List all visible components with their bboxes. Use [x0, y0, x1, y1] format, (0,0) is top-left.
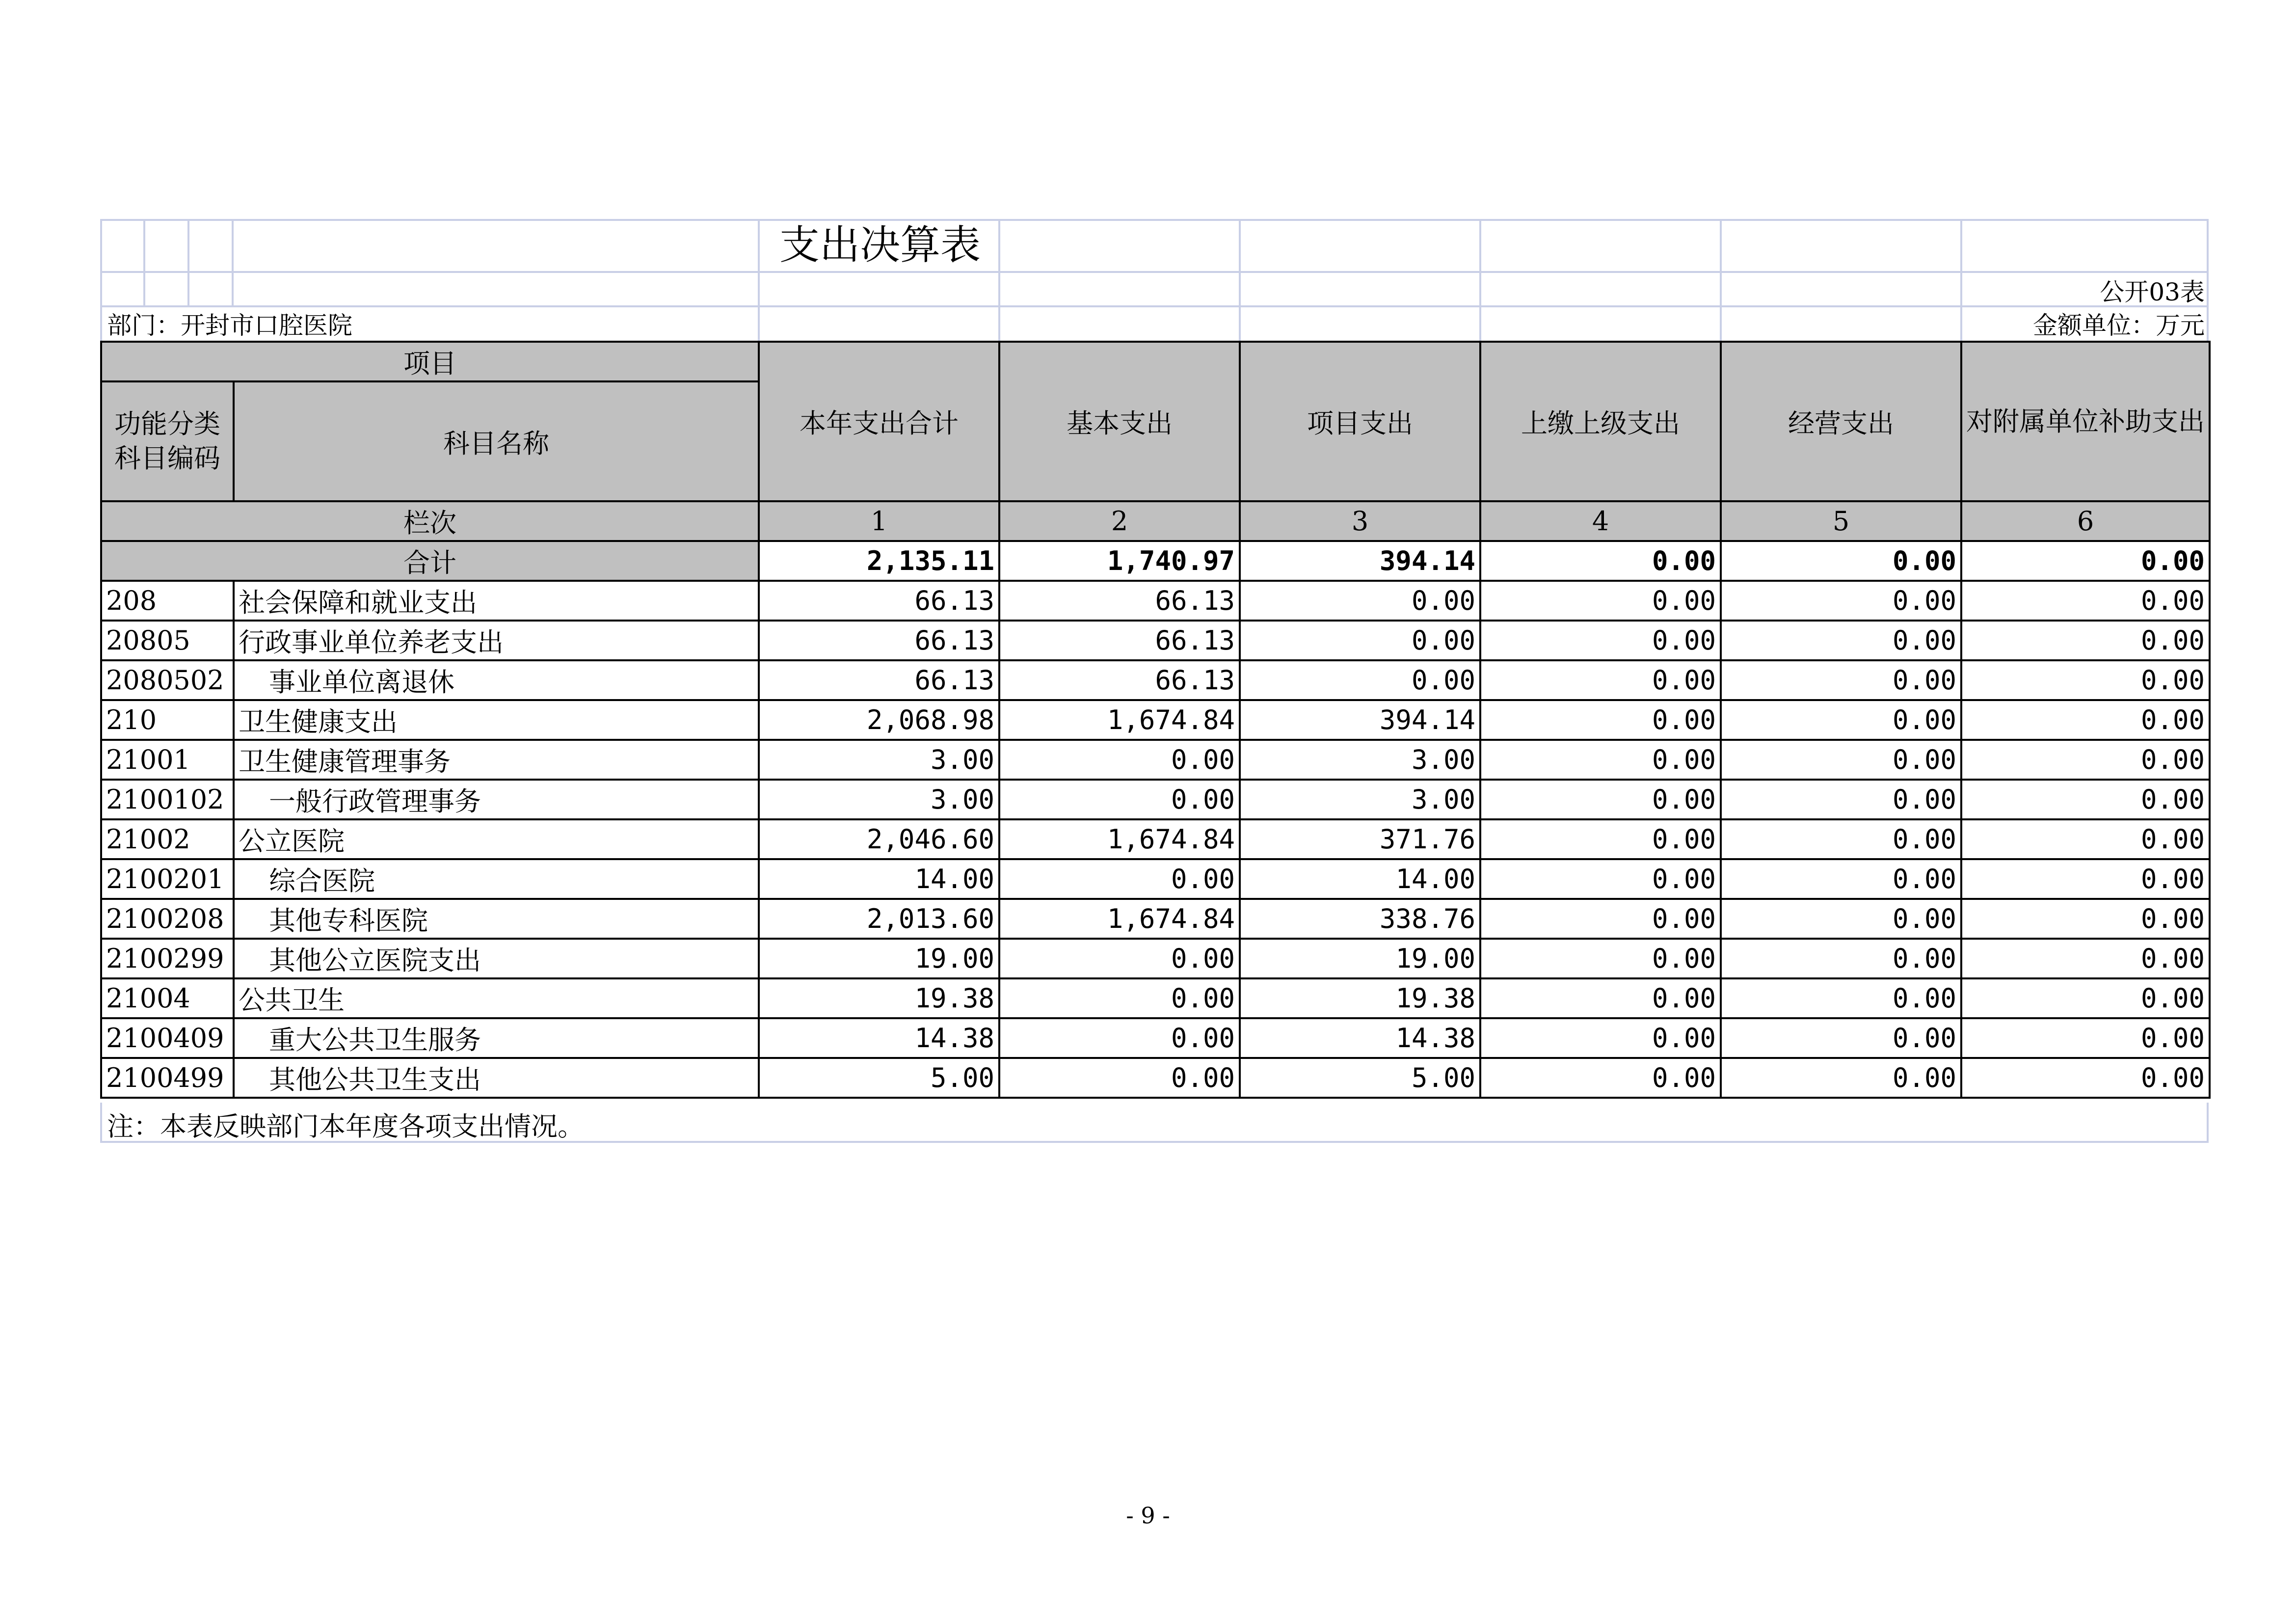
row-value: 0.00: [999, 939, 1240, 978]
row-value: 14.00: [759, 859, 999, 899]
row-value: 0.00: [1721, 859, 1961, 899]
row-code: 2100201: [101, 859, 234, 899]
row-name: 卫生健康管理事务: [234, 740, 759, 780]
row-value: 0.00: [1721, 700, 1961, 740]
table-row: [101, 859, 2210, 899]
gridline: [100, 305, 2209, 307]
expenditure-table: [100, 341, 2211, 1099]
header-col2: 基本支出: [999, 342, 1240, 501]
line-number: 1: [759, 501, 999, 541]
row-code: 21001: [101, 740, 234, 780]
row-value: 19.38: [1240, 978, 1480, 1018]
row-name: 行政事业单位养老支出: [234, 621, 759, 660]
row-value: 0.00: [1961, 1018, 2210, 1058]
row-code: 2100208: [101, 899, 234, 939]
row-value: 3.00: [1240, 780, 1480, 819]
row-value: 0.00: [1961, 780, 2210, 819]
row-value: 19.00: [1240, 939, 1480, 978]
header-item: 项目: [101, 342, 759, 381]
row-value: 0.00: [999, 780, 1240, 819]
row-value: 66.13: [759, 581, 999, 621]
row-code: 2100499: [101, 1058, 234, 1098]
gridline: [1239, 219, 1241, 341]
row-value: 0.00: [1480, 939, 1721, 978]
row-value: 2,046.60: [759, 819, 999, 859]
table-row: [101, 660, 2210, 700]
line-number: 5: [1721, 501, 1961, 541]
row-value: 0.00: [1480, 780, 1721, 819]
line-number: 6: [1961, 501, 2210, 541]
row-value: 0.00: [1961, 581, 2210, 621]
row-code: 210: [101, 700, 234, 740]
row-value: 0.00: [1721, 581, 1961, 621]
row-value: 0.00: [1480, 660, 1721, 700]
line-number: 3: [1240, 501, 1480, 541]
amount-unit-label: 金额单位：万元: [2033, 311, 2205, 340]
header-name: 科目名称: [234, 381, 759, 501]
row-value: 14.00: [1240, 859, 1480, 899]
row-code: 21002: [101, 819, 234, 859]
row-value: 0.00: [1961, 939, 2210, 978]
row-value: 3.00: [1240, 740, 1480, 780]
gridline: [100, 1103, 102, 1143]
row-value: 0.00: [1961, 1058, 2210, 1098]
table-row: [101, 700, 2210, 740]
row-value: 1,674.84: [999, 700, 1240, 740]
header-col4: 上缴上级支出: [1480, 342, 1721, 501]
row-value: 5.00: [759, 1058, 999, 1098]
row-name: 事业单位离退休: [234, 660, 759, 700]
row-value: 1,674.84: [999, 899, 1240, 939]
table-row: [101, 1058, 2210, 1098]
row-value: 0.00: [1240, 581, 1480, 621]
header-col3: 项目支出: [1240, 342, 1480, 501]
row-code: 2080502: [101, 660, 234, 700]
row-value: 0.00: [1240, 660, 1480, 700]
row-code: 21004: [101, 978, 234, 1018]
row-value: 19.00: [759, 939, 999, 978]
row-name: 公立医院: [234, 819, 759, 859]
row-value: 66.13: [999, 621, 1240, 660]
row-value: 3.00: [759, 740, 999, 780]
gridline: [1960, 219, 1962, 341]
row-value: 0.00: [1961, 700, 2210, 740]
page-number: - 9 -: [1126, 1502, 1170, 1529]
row-value: 0.00: [1480, 859, 1721, 899]
total-value: 394.14: [1240, 541, 1480, 581]
table-row: [101, 740, 2210, 780]
row-value: 0.00: [1480, 621, 1721, 660]
row-code: 208: [101, 581, 234, 621]
row-code: 2100102: [101, 780, 234, 819]
row-value: 66.13: [759, 621, 999, 660]
table-title: 支出决算表: [779, 222, 981, 269]
row-value: 3.00: [759, 780, 999, 819]
table-row: [101, 819, 2210, 859]
gridline: [1720, 219, 1722, 341]
row-value: 394.14: [1240, 700, 1480, 740]
row-value: 0.00: [1721, 899, 1961, 939]
row-value: 0.00: [1480, 899, 1721, 939]
total-value: 1,740.97: [999, 541, 1240, 581]
line-number-label: 栏次: [101, 501, 759, 541]
row-name: 公共卫生: [234, 978, 759, 1018]
header-code: 功能分类科目编码: [101, 381, 234, 501]
table-row: [101, 621, 2210, 660]
row-value: 2,013.60: [759, 899, 999, 939]
gridline: [143, 219, 145, 306]
row-value: 0.00: [1961, 660, 2210, 700]
row-value: 19.38: [759, 978, 999, 1018]
row-value: 0.00: [1721, 1058, 1961, 1098]
row-value: 0.00: [1721, 660, 1961, 700]
row-value: 0.00: [1961, 819, 2210, 859]
gridline: [2207, 1103, 2209, 1143]
total-value: 2,135.11: [759, 541, 999, 581]
table-row: [101, 899, 2210, 939]
row-value: 0.00: [1480, 581, 1721, 621]
row-value: 0.00: [1961, 621, 2210, 660]
row-code: 20805: [101, 621, 234, 660]
row-name: 一般行政管理事务: [234, 780, 759, 819]
row-value: 0.00: [999, 978, 1240, 1018]
row-value: 0.00: [1961, 899, 2210, 939]
row-value: 0.00: [1480, 819, 1721, 859]
row-value: 0.00: [999, 1018, 1240, 1058]
row-value: 0.00: [1721, 780, 1961, 819]
header-col5: 经营支出: [1721, 342, 1961, 501]
gridline: [100, 219, 2209, 221]
row-value: 371.76: [1240, 819, 1480, 859]
line-number: 4: [1480, 501, 1721, 541]
row-value: 0.00: [1721, 819, 1961, 859]
row-value: 0.00: [1721, 939, 1961, 978]
row-value: 0.00: [1480, 1018, 1721, 1058]
row-name: 重大公共卫生服务: [234, 1018, 759, 1058]
row-value: 14.38: [759, 1018, 999, 1058]
row-value: 0.00: [1961, 859, 2210, 899]
row-value: 5.00: [1240, 1058, 1480, 1098]
total-value: 0.00: [1721, 541, 1961, 581]
row-value: 2,068.98: [759, 700, 999, 740]
gridline: [1479, 219, 1481, 341]
row-value: 0.00: [1961, 978, 2210, 1018]
gridline: [232, 219, 234, 306]
table-row: [101, 978, 2210, 1018]
row-value: 338.76: [1240, 899, 1480, 939]
row-value: 14.38: [1240, 1018, 1480, 1058]
row-value: 0.00: [999, 859, 1240, 899]
header-col1: 本年支出合计: [759, 342, 999, 501]
row-value: 0.00: [1480, 1058, 1721, 1098]
line-number: 2: [999, 501, 1240, 541]
department-label: 部门：开封市口腔医院: [107, 311, 352, 340]
table-note: 注：本表反映部门本年度各项支出情况。: [107, 1111, 584, 1142]
row-value: 0.00: [1240, 621, 1480, 660]
table-row: [101, 1018, 2210, 1058]
total-value: 0.00: [1480, 541, 1721, 581]
row-code: 2100299: [101, 939, 234, 978]
header-col6: 对附属单位补助支出: [1961, 342, 2210, 501]
form-number: 公开03表: [2100, 278, 2205, 306]
gridline: [100, 219, 102, 341]
table-row: [101, 780, 2210, 819]
row-value: 0.00: [1480, 700, 1721, 740]
row-value: 0.00: [999, 1058, 1240, 1098]
gridline: [187, 219, 189, 306]
row-value: 0.00: [1961, 740, 2210, 780]
gridline: [100, 271, 2209, 273]
row-value: 66.13: [999, 660, 1240, 700]
row-name: 社会保障和就业支出: [234, 581, 759, 621]
total-label: 合计: [101, 541, 759, 581]
row-name: 其他公共卫生支出: [234, 1058, 759, 1098]
header-row-1: [101, 342, 2210, 381]
row-value: 0.00: [1721, 621, 1961, 660]
row-name: 其他公立医院支出: [234, 939, 759, 978]
row-value: 0.00: [999, 740, 1240, 780]
gridline: [2207, 219, 2209, 341]
row-name: 其他专科医院: [234, 899, 759, 939]
row-value: 1,674.84: [999, 819, 1240, 859]
row-value: 66.13: [999, 581, 1240, 621]
row-value: 0.00: [1721, 978, 1961, 1018]
row-name: 卫生健康支出: [234, 700, 759, 740]
row-value: 0.00: [1480, 978, 1721, 1018]
line-number-row: [101, 501, 2210, 541]
row-code: 2100409: [101, 1018, 234, 1058]
table-row: [101, 939, 2210, 978]
table-row: [101, 581, 2210, 621]
total-value: 0.00: [1961, 541, 2210, 581]
total-row: [101, 541, 2210, 581]
row-value: 0.00: [1480, 740, 1721, 780]
row-value: 0.00: [1721, 1018, 1961, 1058]
row-value: 66.13: [759, 660, 999, 700]
row-name: 综合医院: [234, 859, 759, 899]
row-value: 0.00: [1721, 740, 1961, 780]
